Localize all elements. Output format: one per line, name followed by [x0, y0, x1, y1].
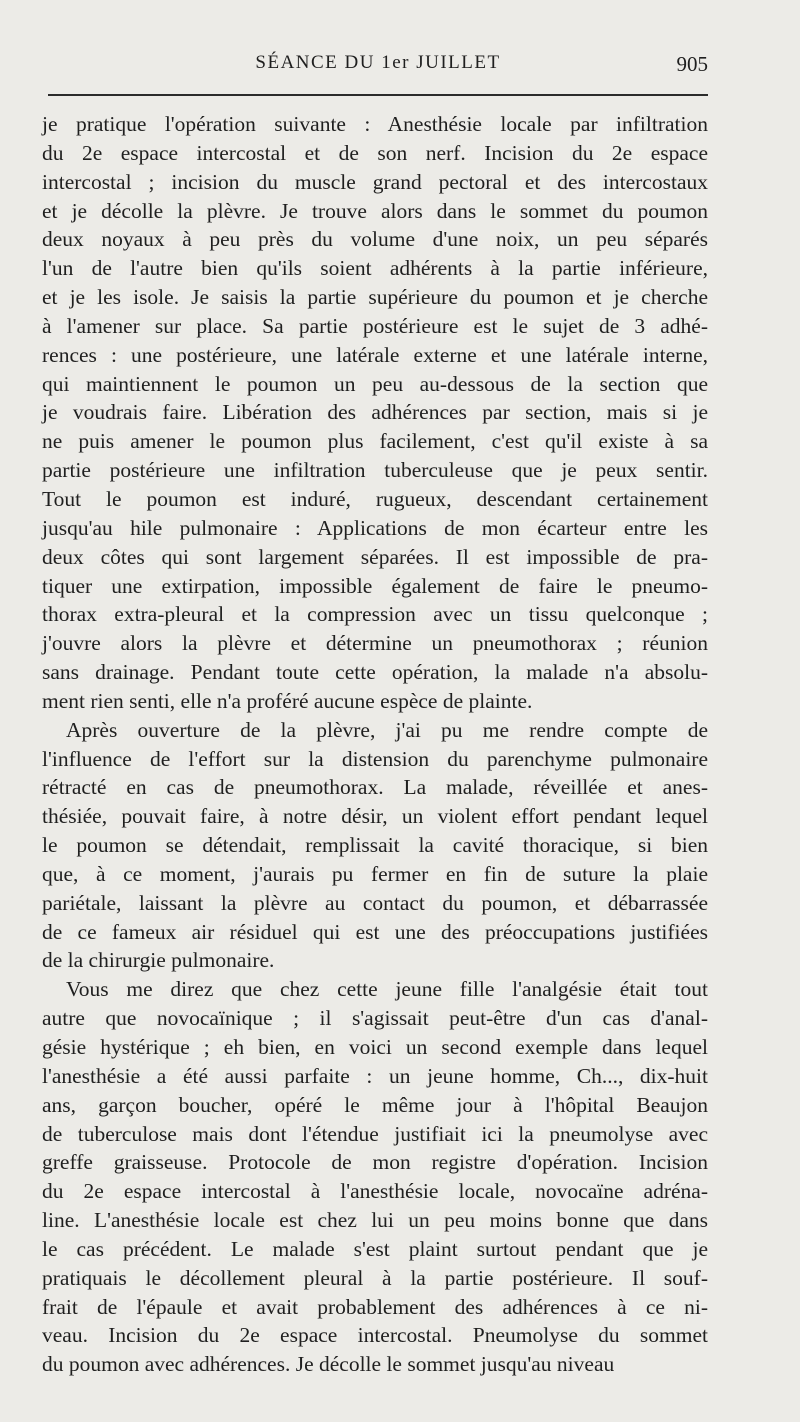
text-line: qui maintiennent le poumon un peu au-dessous de la section que [42, 371, 708, 396]
text-line: j'ouvre alors la plèvre et détermine un pneumothorax ; réunion [42, 631, 708, 656]
text-line: Après ouverture de la plèvre, j'ai pu me rendre compte de [66, 717, 708, 742]
paragraph [42, 716, 708, 976]
text-line: je pratique l'opération suivante : Anesthésie locale par infiltration [42, 112, 708, 136]
page-number: 905 [676, 52, 708, 76]
text-line: rences : une postérieure, une latérale externe et une latérale interne, [42, 342, 708, 367]
text-line: ment rien senti, elle n'a proféré aucune espèce de plainte. [42, 688, 533, 713]
running-title: SÉANCE DU 1er JUILLET [255, 52, 501, 73]
text-line: jusqu'au hile pulmonaire : Applications de mon écarteur entre les [42, 515, 708, 540]
text-line: ans, garçon boucher, opéré le même jour à l'hôpital Beaujon [42, 1092, 708, 1117]
text-line: veau. Incision du 2e espace intercostal. Pneumolyse du sommet [42, 1323, 708, 1348]
text-line: frait de l'épaule et avait probablement des adhérences à ce ni- [42, 1294, 708, 1319]
text-line: sans drainage. Pendant toute cette opération, la malade n'a absolu- [42, 660, 708, 685]
text-line: le poumon se détendait, remplissait la cavité thoracique, si bien [42, 833, 708, 858]
text-line: gésie hystérique ; eh bien, en voici un second exemple dans lequel [42, 1035, 708, 1059]
paragraph [42, 110, 708, 716]
text-line: à l'amener sur place. Sa partie postérieure est le sujet de 3 adhé- [42, 313, 708, 338]
text-line: l'anesthésie a été aussi parfaite : un jeune homme, Ch..., dix-huit [42, 1063, 708, 1088]
text-line: line. L'anesthésie locale est chez lui un peu moins bonne que dans [42, 1208, 708, 1233]
text-line: deux côtes qui sont largement séparées. Il est impossible de pra- [42, 544, 708, 569]
text-line: du 2e espace intercostal et de son nerf. Incision du 2e espace [42, 140, 708, 165]
text-line: Vous me direz que chez cette jeune fille l'analgésie était tout [66, 977, 708, 1002]
text-line: du 2e espace intercostal à l'anesthésie locale, novocaïne adréna- [42, 1179, 708, 1204]
text-line: Tout le poumon est induré, rugueux, descendant certainement [42, 486, 708, 511]
text-line: tiquer une extirpation, impossible également de faire le pneumo- [42, 573, 708, 598]
header-rule [48, 94, 708, 96]
text-line: intercostal ; incision du muscle grand pectoral et des intercostaux [42, 169, 708, 194]
text-line: thésiée, pouvait faire, à notre désir, un violent effort pendant lequel [42, 804, 708, 829]
text-line: greffe graisseuse. Protocole de mon registre d'opération. Incision [42, 1150, 708, 1175]
text-line: de ce fameux air résiduel qui est une des préoccupations justifiées [42, 919, 708, 944]
text-line: et je les isole. Je saisis la partie supérieure du poumon et je cherche [42, 285, 708, 310]
text-line: de la chirurgie pulmonaire. [42, 948, 275, 973]
text-line: pratiquais le décollement pleural à la partie postérieure. Il souf- [42, 1265, 708, 1290]
text-line: l'influence de l'effort sur la distension du parenchyme pulmonaire [42, 746, 708, 771]
running-header [48, 52, 708, 80]
paragraph [42, 975, 708, 1379]
text-line: rétracté en cas de pneumothorax. La malade, réveillée et anes- [42, 775, 708, 800]
text-line: que, à ce moment, j'aurais pu fermer en fin de suture la plaie [42, 861, 708, 886]
text-line: l'un de l'autre bien qu'ils soient adhérents à la partie inférieure, [42, 256, 708, 281]
text-line: et je décolle la plèvre. Je trouve alors dans le sommet du poumon [42, 198, 708, 223]
text-line: du poumon avec adhérences. Je décolle le sommet jusqu'au niveau [42, 1352, 615, 1377]
text-line: thorax extra-pleural et la compression avec un tissu quelconque ; [42, 602, 708, 627]
text-line: je voudrais faire. Libération des adhérences par section, mais si je [42, 400, 708, 425]
text-line: ne puis amener le poumon plus facilement, c'est qu'il existe à sa [42, 429, 708, 454]
body-text [42, 110, 708, 1379]
text-line: pariétale, laissant la plèvre au contact du poumon, et débarrassée [42, 890, 708, 915]
text-line: partie postérieure une infiltration tuberculeuse que je peux sentir. [42, 458, 708, 483]
text-line: deux noyaux à peu près du volume d'une noix, un peu séparés [42, 227, 708, 252]
text-line: autre que novocaïnique ; il s'agissait peut-être d'un cas d'anal- [42, 1006, 708, 1031]
text-line: le cas précédent. Le malade s'est plaint surtout pendant que je [42, 1236, 708, 1261]
text-line: de tuberculose mais dont l'étendue justifiait ici la pneumolyse avec [42, 1121, 708, 1146]
